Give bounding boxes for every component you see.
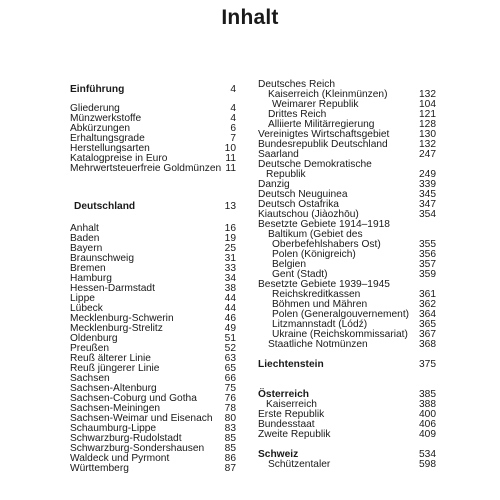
toc-entry-page-number: 51 (224, 332, 236, 344)
toc-entry (258, 458, 436, 470)
toc-entry (258, 428, 436, 440)
toc-entry-label: Schützentaler (268, 458, 331, 470)
toc-entry-label: Zweite Republik (258, 428, 331, 440)
toc-entry-page-number: 364 (419, 308, 436, 320)
toc-entry-page-number: 388 (419, 398, 436, 410)
toc-entry-label: Bundesstaat (258, 418, 315, 430)
toc-entry-label: Erhaltungsgrade (70, 132, 145, 144)
toc-entry-page-number: 359 (419, 268, 436, 280)
toc-entry-page-number: 534 (419, 448, 436, 460)
toc-entry-page-number: 354 (419, 208, 436, 220)
toc-entry-label: Mecklenburg-Strelitz (70, 322, 163, 334)
toc-entry-label: Deutsch Neuguinea (258, 188, 348, 200)
toc-entry-label: Ukraine (Reichskommissariat) (272, 328, 408, 340)
toc-entry-page-number: 83 (224, 422, 236, 434)
toc-entry-page-number: 85 (224, 432, 236, 444)
toc-entry-page-number: 345 (419, 188, 436, 200)
toc-entry-page-number: 355 (419, 238, 436, 250)
toc-entry-page-number: 247 (419, 148, 436, 160)
toc-entry-label: Schwarzburg-Sondershausen (70, 442, 205, 454)
toc-entry-page-number: 11 (225, 152, 236, 164)
toc-entry-label: Waldeck und Pyrmont (70, 452, 170, 464)
toc-entry-label: Bayern (70, 242, 103, 254)
toc-entry-label: Deutsches Reich (258, 78, 336, 90)
toc-entry-label: Kaiserreich (266, 398, 317, 410)
toc-entry-page-number: 132 (419, 88, 436, 100)
toc-entry-label: Drittes Reich (268, 108, 327, 120)
toc-entry-label: Sachsen (70, 372, 110, 384)
toc-section-heading (70, 83, 236, 95)
toc-entry-page-number: 4 (230, 112, 236, 124)
toc-entry-label: Schaumburg-Lippe (70, 422, 157, 434)
toc-entry-page-number: 385 (419, 388, 436, 400)
toc-entry-page-number: 65 (224, 362, 236, 374)
toc-entry-label: Alliierte Militärregierung (268, 118, 375, 130)
toc-entry-label: Sachsen-Altenburg (70, 382, 157, 394)
toc-entry-page-number: 368 (419, 338, 436, 350)
toc-entry-page-number: 347 (419, 198, 436, 210)
toc-entry-page-number: 406 (419, 418, 436, 430)
toc-entry-page-number: 130 (419, 128, 436, 140)
toc-entry-label: Belgien (272, 258, 306, 270)
toc-entry-label: Saarland (258, 148, 299, 160)
toc-entry-label: Vereinigtes Wirtschaftsgebiet (258, 128, 390, 140)
toc-entry-page-number: 87 (224, 462, 236, 474)
toc-entry-page-number: 132 (419, 138, 436, 150)
toc-entry-page-number: 44 (224, 292, 236, 304)
toc-entry-label: Besetzte Gebiete 1939–1945 (258, 278, 390, 290)
toc-entry-page-number: 367 (419, 328, 436, 340)
toc-entry-page-number: 121 (419, 108, 436, 120)
toc-entry-page-number: 249 (419, 168, 436, 180)
toc-entry-label: Mehrwertsteuerfreie Goldmünzen (70, 162, 222, 174)
toc-entry-label: Bremen (70, 262, 106, 274)
toc-entry-label: Weimarer Republik (272, 98, 359, 110)
toc-entry-page-number: 128 (419, 118, 436, 130)
toc-entry-label: Danzig (258, 178, 290, 190)
toc-entry-page-number: 4 (230, 102, 236, 114)
toc-entry-page-number: 598 (419, 458, 436, 470)
toc-entry-label: Gliederung (70, 102, 120, 114)
toc-entry-page-number: 4 (230, 83, 236, 95)
toc-entry-label: Münzwerkstoffe (70, 112, 142, 124)
toc-entry-label: Mecklenburg-Schwerin (70, 312, 174, 324)
toc-entry-label: Deutsch Ostafrika (258, 198, 339, 210)
toc-entry-label: Bundesrepublik Deutschland (258, 138, 388, 150)
toc-entry-label: Litzmannstadt (Lódź) (272, 318, 368, 330)
toc-entry-page-number: 63 (224, 352, 236, 364)
toc-entry-label: Oberbefehlshabers Ost) (272, 238, 381, 250)
toc-entry-page-number: 52 (224, 342, 236, 354)
toc-entry-page-number: 25 (224, 242, 236, 254)
toc-entry-page-number: 31 (224, 252, 236, 264)
toc-entry (70, 162, 236, 174)
toc-entry-page-number: 44 (224, 302, 236, 314)
toc-entry-label: Reuß jüngerer Linie (70, 362, 160, 374)
toc-entry-label: Polen (Königreich) (272, 248, 356, 260)
toc-entry-page-number: 104 (419, 98, 436, 110)
toc-entry-page-number: 365 (419, 318, 436, 330)
toc-entry-page-number: 357 (419, 258, 436, 270)
toc-entry-label: Baden (70, 232, 100, 244)
toc-entry-page-number: 11 (225, 162, 236, 174)
toc-entry-label: Lippe (70, 292, 95, 304)
toc-entry-page-number: 400 (419, 408, 436, 420)
toc-entry-label: Hessen-Darmstadt (70, 282, 155, 294)
toc-entry-page-number: 361 (419, 288, 436, 300)
toc-entry-label: Katalogpreise in Euro (70, 152, 168, 164)
toc-entry-label: Staatliche Notmünzen (268, 338, 368, 350)
toc-entry-page-number: 85 (224, 442, 236, 454)
toc-entry-page-number: 19 (224, 232, 236, 244)
toc-entry-label: Sachsen-Weimar und Eisenach (70, 412, 213, 424)
toc-entry-label: Kiautschou (Jiàozhōu) (258, 208, 359, 220)
toc-entry-page-number: 409 (419, 428, 436, 440)
toc-entry-page-number: 375 (419, 358, 436, 370)
toc-entry-page-number: 6 (230, 122, 236, 134)
toc-entry-label: Sachsen-Coburg und Gotha (70, 392, 197, 404)
toc-section-heading (70, 200, 236, 212)
toc-entry-label: Erste Republik (258, 408, 325, 420)
toc-entry-page-number: 362 (419, 298, 436, 310)
toc-entry-page-number: 34 (224, 272, 236, 284)
toc-entry-label: Einführung (70, 83, 125, 95)
toc-entry-page-number: 49 (224, 322, 236, 334)
toc-entry-label: Baltikum (Gebiet des (268, 228, 363, 240)
toc-entry-label: Republik (266, 168, 306, 180)
toc-entry-page-number: 66 (224, 372, 236, 384)
toc-entry-label: Oldenburg (70, 332, 118, 344)
toc-entry-label: Österreich (258, 388, 309, 400)
toc-entry-label: Polen (Generalgouvernement) (272, 308, 410, 320)
toc-entry-page-number: 80 (224, 412, 236, 424)
toc-entry-page-number: 339 (419, 178, 436, 190)
toc-entry-page-number: 46 (224, 312, 236, 324)
toc-entry-page-number: 38 (224, 282, 236, 294)
toc-entry-page-number: 78 (224, 402, 236, 414)
page-title: Inhalt (221, 6, 279, 29)
toc-entry (258, 338, 436, 350)
toc-entry-label: Liechtenstein (258, 358, 324, 370)
toc-entry-page-number: 16 (224, 222, 236, 234)
toc-entry-label: Preußen (70, 342, 110, 354)
toc-entry-label: Besetzte Gebiete 1914–1918 (258, 218, 390, 230)
toc-entry-label: Kaiserreich (Kleinmünzen) (268, 88, 388, 100)
toc-entry-label: Reichskreditkassen (272, 288, 361, 300)
toc-entry-page-number: 75 (224, 382, 236, 394)
toc-entry-label: Reuß älterer Linie (70, 352, 151, 364)
toc-section-heading (258, 358, 436, 370)
toc-entry-label: Schweiz (258, 448, 299, 460)
toc-entry-label: Abkürzungen (70, 122, 131, 134)
toc-entry-label: Gent (Stadt) (272, 268, 328, 280)
toc-entry-label: Sachsen-Meiningen (70, 402, 161, 414)
toc-entry-label: Böhmen und Mähren (272, 298, 368, 310)
toc-entry-page-number: 7 (230, 132, 236, 144)
toc-entry-label: Lübeck (70, 302, 103, 314)
toc-entry-page-number: 86 (224, 452, 236, 464)
toc-entry-page-number: 33 (224, 262, 236, 274)
toc-entry-label: Hamburg (70, 272, 112, 284)
toc-entry-label: Herstellungsarten (70, 142, 150, 154)
toc-entry-label: Schwarzburg-Rudolstadt (70, 432, 182, 444)
toc-entry-page-number: 10 (224, 142, 236, 154)
toc-entry-label: Anhalt (70, 222, 99, 234)
toc-entry (70, 462, 236, 474)
toc-entry-page-number: 356 (419, 248, 436, 260)
toc-entry-label: Württemberg (70, 462, 129, 474)
toc-entry-page-number: 13 (224, 200, 236, 212)
toc-entry-label: Deutsche Demokratische (258, 158, 372, 170)
toc-entry-label: Deutschland (74, 200, 136, 212)
toc-entry-label: Braunschweig (70, 252, 134, 264)
toc-entry-page-number: 76 (224, 392, 236, 404)
